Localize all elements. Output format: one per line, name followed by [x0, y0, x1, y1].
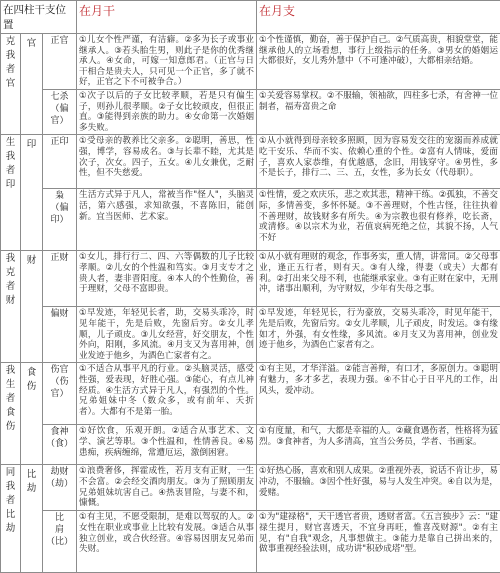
header-row — [1, 1, 500, 34]
ten-god-label: （偏官） — [45, 103, 74, 127]
header-month-column: 在月干 — [77, 1, 257, 34]
month-branch-description: ①个性谨慎，勤奋，善于保护自己。②气质高贵，相貌堂堂，能继承他人的立场看想，事行上级指示的任务。③男女的婚姻运大都很好，女儿秀外慧中（不可逢冲破），大都相亲结婚。 — [257, 34, 500, 90]
category-char: 财 — [3, 294, 18, 308]
type-cell: 比劫 — [21, 465, 43, 573]
ten-god-label: 正印 — [45, 136, 74, 148]
category-char: 伤 — [3, 420, 18, 434]
month-stem-description: ①儿女个性严谨，有洁癖。②多为长子或事业继承人。③若头胎生男，则此子是你的优秀继承人。④女命，可嫁一知意郎君。（正官与日干相合是贵夫人，只可见一个正官，多了就不好，正官之下不可被争合。） — [77, 34, 257, 90]
type-cell: 财 — [21, 251, 43, 363]
table-row — [1, 363, 500, 425]
ten-god-name — [43, 363, 77, 425]
type-cell: 官 — [21, 34, 43, 135]
ten-god-label: 食神 — [45, 426, 74, 438]
category-char: 克 — [3, 35, 18, 49]
ten-god-name — [43, 135, 77, 189]
category-cell — [1, 135, 21, 251]
category-char: 者 — [3, 63, 18, 77]
ten-god-name — [43, 425, 77, 465]
header-title: 在四柱干支位置 — [1, 1, 77, 34]
category-cell — [1, 34, 21, 135]
month-stem-description: ①次子以后的子女比较孝顺，若是只有偏生子，则孙儿很孝顺。②子女比较顽皮，但很正直。③能得到亲族的助力。④女命第一次婚姻多失败。 — [77, 90, 257, 135]
type-cell: 食伤 — [21, 363, 43, 465]
ten-god-name — [43, 251, 77, 307]
category-char: 者 — [3, 164, 18, 178]
category-char: 者 — [3, 392, 18, 406]
ten-god-label: 劫财 — [45, 466, 74, 478]
table-row — [1, 251, 500, 307]
table-row — [1, 189, 500, 251]
category-char: 印 — [3, 178, 18, 192]
month-branch-description: ①性情，爱之欢庆乐，悲之欢其悲，精神干练。②孤独，不善交际，多情善变，多怀怀疑。③不善理财，个性古怪，往往执着不善理财，故钱财多有所失。④为宗教也很有修养，吃长斋，或清修。④以宗术为业，若值哀病死绝之位，其貌不扬，人气不好 — [257, 189, 500, 251]
category-char: 克 — [3, 266, 18, 280]
category-char: 我 — [3, 150, 18, 164]
ten-god-label: 七杀 — [45, 91, 74, 103]
category-char: 我 — [3, 480, 18, 494]
ten-god-label: 肩 — [45, 524, 74, 536]
category-char: 同 — [3, 466, 18, 480]
category-char: 我 — [3, 49, 18, 63]
month-stem-description: ①有主见，不愿受限制，是难以驾驭的人。②女性在职业或事业上比较有发展。③适合从事独立创业，或合伙经营。④容易因朋友兄弟而失财。 — [77, 511, 257, 573]
ten-god-label: 伤官 — [45, 364, 74, 376]
month-branch-description: ①从小就得到母亲较多照顾，因为容易发交往的宠溺而养成就吃干安乐、华而不实、依赖心重的个性。②富有人情味，爱面子，喜欢人家恭维，有优越感，念旧，用钱穿守。④男性，多不是长子，排行二、三、五，女性，多为长女（代母职）。 — [257, 135, 500, 189]
ten-god-label: 比 — [45, 512, 74, 524]
ten-god-name — [43, 90, 77, 135]
category-char: 我 — [3, 364, 18, 378]
ten-god-label: （食） — [45, 438, 74, 450]
category-char: 劫 — [3, 522, 18, 536]
category-char: 食 — [3, 406, 18, 420]
table-row — [1, 465, 500, 511]
ten-god-label: （偏印） — [45, 202, 74, 226]
ten-god-label: 枭 — [45, 190, 74, 202]
month-branch-description: ①有主见，才华洋溢。②能言善辩，有口才，多原创力。③聪明有魅力，多才多艺，表现力强。④不甘心于日平凡的工作，出风头，爱冲动。 — [257, 363, 500, 425]
ten-god-label: （劫） — [45, 478, 74, 490]
category-char: 生 — [3, 378, 18, 392]
month-stem-description: ①受母亲的教养比父亲多。②聪明，善思，性强，博学，容易成名。③与长辈不睦，尤其是次子，次女。四子，五女。④儿女兼优，乏耐性，但不失慈爱。 — [77, 135, 257, 189]
category-cell — [1, 251, 21, 363]
ten-god-name — [43, 34, 77, 90]
month-branch-description: ①为"建禄格"，天干透官者贵，透财者富。《五言独步》云："建禄生提月，财官喜透天，不宜身再旺，惟喜茂财源"。②有主见，有"自我"观念，凡事想做主。③能力是靠自己拼出来的，做事重视经验法则，成功讲"积砂成塔"型。 — [257, 511, 500, 573]
ten-god-label: 正官 — [45, 35, 74, 47]
header-branch-column: 在月支 — [257, 1, 500, 34]
month-stem-description: ①浪费奢侈，挥霍成性，若月支有正财，一生不会富。②会经交酒肉朋友。③为了照顾朋友兄弟姐妹坑害自己。④热衷冒险，与妻不和，慷慨。 — [77, 465, 257, 511]
ten-god-name — [43, 465, 77, 511]
table-row — [1, 425, 500, 465]
ten-god-label: 偏财 — [45, 308, 74, 320]
ten-god-label: 正财 — [45, 252, 74, 264]
month-stem-description: ①女儿，排行行二、四、六等偶数的儿子比较孝顺。②儿女的个性温和笃实。③月支专才之贵人者，妻非晋阳度。④本人的个性勤俭，善于理财，父母不富即贵。 — [77, 251, 257, 307]
table-row — [1, 511, 500, 573]
ten-god-name — [43, 189, 77, 251]
category-cell — [1, 465, 21, 573]
month-branch-description: ①有度量，和气，大都是幸福的人。②藏食遇伤者，性格将为猛烈。③食神者，为人多清高，宜当公务员，学者、书画家。 — [257, 425, 500, 465]
category-cell — [1, 363, 21, 465]
month-stem-description: ①不适合从事平凡的行业。②头脑灵活，感受性强，爱表现，好胜心强。③能心，有点儿神经质。④生活方式异于凡人，有强烈的个性。兄弟姐妹中冬（数众多，或有前年、夭折者）。大都有不是第一胎。 — [77, 363, 257, 425]
table-row — [1, 307, 500, 363]
ten-god-name — [43, 307, 77, 363]
category-char: 者 — [3, 494, 18, 508]
month-stem-description: ①好饮食，乐观开朗。②适合从事艺术、文学、演艺等职。③个性温和，性情善良。④易患痴，疾病缠绵，常遭厄运，激倒困窘。 — [77, 425, 257, 465]
month-branch-description: ①从小就有理财的观念，作事务实，重人情，讲常同。②父母事业，逢正五行者，则有天。③有人缘，得妻（或夫）大都有利。②打出来父母不利，也能继承家业。③有正财在家中，无刑冲，诸事出顺利，为守财奴，少年有失母之事。 — [257, 251, 500, 307]
month-branch-description: ①关爱容易掌权。②不服输，领袖欲，四柱多七杀，有舍神一位制者，福寿富贵之命 — [257, 90, 500, 135]
month-stem-description: 生活方式异于凡人，常被当作"怪人"，头脑灵活，第六感强，求知欲强，不喜陈旧，能创新。宜当医师、艺术家。 — [77, 189, 257, 251]
category-char: 我 — [3, 252, 18, 266]
category-char: 比 — [3, 508, 18, 522]
table-row — [1, 34, 500, 90]
category-char: 生 — [3, 136, 18, 150]
month-stem-description: ①早发迹，年轻见长者，助，交易头乖冷，时见年能干，先是后败，先窗后穷。②女儿孝顺，儿子顽皮。③儿女经营，好交朋友，个性外向，阳刚，多风流。④月支又为喜用神，创业发迹于他乡，为酒色亡家者有之。 — [77, 307, 257, 363]
month-branch-description: ①好热心肠，喜欢和别人成果。②重视外表，说话不肯让步，易冲动，不服输。③因个性好强，易与人发生冲突。④自以为是，爱赌。 — [257, 465, 500, 511]
month-branch-description: ①早发迹，年轻见长，行为豪放，交易头乖冷，时见年能干，先是后败，先窗后穷。②女儿孝顺，儿子顽皮，时发运。③有缘如才，外强，有女性缘，多风流。④月支又为喜用神，创业发迹于他乡，为酒色亡家者有之。 — [257, 307, 500, 363]
category-char: 者 — [3, 280, 18, 294]
type-cell: 印 — [21, 135, 43, 251]
category-char: 官 — [3, 77, 18, 91]
ten-god-name — [43, 511, 77, 573]
ten-god-label: （比） — [45, 536, 74, 548]
table-row — [1, 135, 500, 189]
ten-god-label: （伤官） — [45, 376, 74, 400]
table-row — [1, 90, 500, 135]
